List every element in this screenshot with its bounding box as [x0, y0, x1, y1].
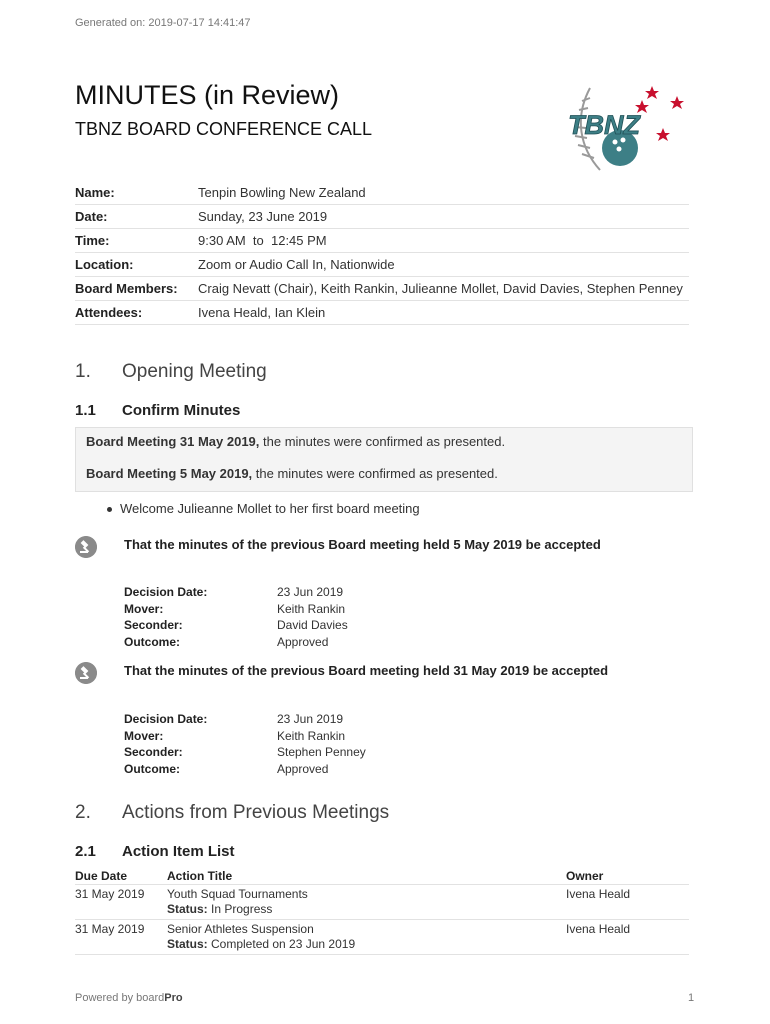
- confirm-minutes-box: [75, 427, 693, 492]
- motion-text: That the minutes of the previous Board meeting held 31 May 2019 be accepted: [124, 663, 609, 678]
- subsection-heading-action-items: 2.1 Action Item List: [75, 843, 235, 860]
- footer-powered-by: Powered by boardPro: [75, 992, 183, 1004]
- subsection-heading-confirm-minutes: 1.1 Confirm Minutes: [75, 402, 241, 419]
- meeting-details-table: [75, 181, 689, 325]
- action-title: Senior Athletes Suspension: [167, 922, 314, 936]
- action-status: Status: In Progress: [167, 902, 273, 916]
- confirm-line: Board Meeting 31 May 2019, the minutes were confirmed as presented.: [86, 434, 506, 449]
- gavel-icon: [75, 536, 97, 558]
- decision-row: Mover: Keith Rankin: [124, 728, 346, 743]
- table-row: 31 May 2019 Senior Athletes Suspension Status: Completed on 23 Jun 2019 Ivena Heald: [75, 920, 689, 955]
- star-icons: [635, 86, 684, 141]
- confirm-line: Board Meeting 5 May 2019, the minutes were confirmed as presented.: [86, 466, 498, 481]
- action-title: Youth Squad Tournaments: [167, 887, 308, 901]
- decision-row: Mover: Keith Rankin: [124, 601, 346, 616]
- table-row: 31 May 2019 Youth Squad Tournaments Status: In Progress Ivena Heald: [75, 885, 689, 920]
- meta-row-date: Date: Sunday, 23 June 2019: [75, 205, 689, 229]
- action-status: Status: Completed on 23 Jun 2019: [167, 937, 356, 951]
- page-title: MINUTES (in Review): [75, 80, 340, 110]
- table-header: Due Date Action Title Owner: [75, 869, 689, 885]
- gavel-icon: [75, 662, 97, 684]
- decision-row: Outcome: Approved: [124, 761, 329, 776]
- bullet-icon: [107, 507, 112, 512]
- bullet-item: Welcome Julieanne Mollet to her first board meeting: [107, 501, 420, 516]
- meeting-subtitle: TBNZ BOARD CONFERENCE CALL: [75, 119, 373, 139]
- decision-row: Decision Date: 23 Jun 2019: [124, 585, 344, 599]
- generated-timestamp: Generated on: 2019-07-17 14:41:47: [75, 17, 251, 29]
- section-heading-actions: 2. Actions from Previous Meetings: [75, 802, 390, 823]
- logo-text: TBNZ: [568, 110, 640, 140]
- section-heading-opening-meeting: 1. Opening Meeting: [75, 361, 267, 382]
- meta-row-time: Time: 9:30 AM to 12:45 PM: [75, 229, 689, 253]
- meta-row-board-members: Board Members: Craig Nevatt (Chair), Keith Rankin, Julieanne Mollet, David Davies, Stephen Penney: [75, 277, 689, 301]
- decision-row: Outcome: Approved: [124, 634, 329, 649]
- decision-details: [124, 711, 366, 777]
- decision-row: Seconder: David Davies: [124, 618, 348, 632]
- meta-row-location: Location: Zoom or Audio Call In, Nationwide: [75, 253, 689, 277]
- decision-row: Seconder: Stephen Penney: [124, 745, 366, 759]
- page-number: 1: [688, 992, 695, 1004]
- decision-details: [124, 584, 348, 650]
- decision-row: Decision Date: 23 Jun 2019: [124, 712, 344, 726]
- motion-text: That the minutes of the previous Board meeting held 5 May 2019 be accepted: [124, 537, 601, 552]
- action-items-table: [75, 869, 689, 955]
- meta-row-name: Name: Tenpin Bowling New Zealand: [75, 181, 689, 205]
- meta-row-attendees: Attendees: Ivena Heald, Ian Klein: [75, 301, 689, 325]
- tbnz-logo: [560, 78, 688, 176]
